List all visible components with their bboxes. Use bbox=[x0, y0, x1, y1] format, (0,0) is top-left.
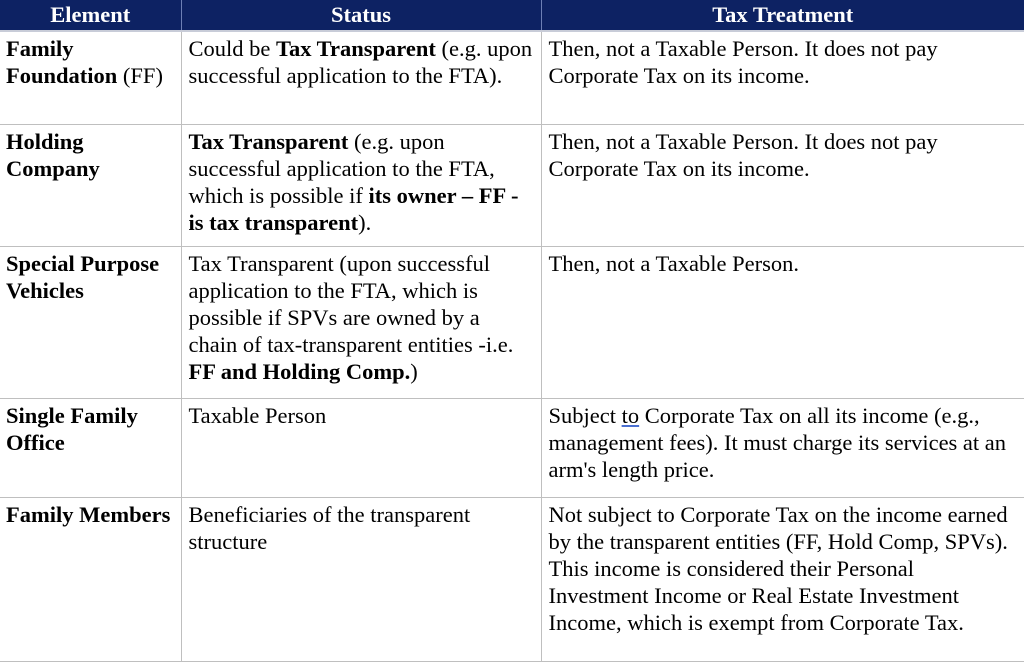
header-element: Element bbox=[0, 0, 181, 31]
status-bold: its owner – FF - is tax transparent bbox=[188, 183, 519, 235]
status-cell bbox=[181, 125, 541, 247]
status-cell bbox=[181, 247, 541, 399]
treatment-text: Corporate Tax on all its income (e.g., management fees). It must charge its services at an arm's length price. bbox=[548, 403, 1007, 482]
treatment-text: Subject bbox=[548, 403, 622, 428]
treatment-cell: Not subject to Corporate Tax on the income earned by the transparent entities (FF, Hold Comp, SPVs). This income is considered their Personal Investment Income or Real Estate Investment Income, which is exempt from Corporate Tax. bbox=[541, 498, 1024, 662]
status-text: (e.g. upon successful application to the FTA, which is possible if bbox=[188, 129, 495, 208]
underlined-word: to bbox=[621, 403, 640, 428]
status-cell bbox=[181, 31, 541, 125]
element-name: Family Foundation bbox=[6, 36, 118, 88]
header-tax-treatment: Tax Treatment bbox=[541, 0, 1024, 31]
table-row bbox=[0, 247, 1024, 399]
status-cell: Taxable Person bbox=[181, 399, 541, 498]
status-cell: Beneficiaries of the transparent structure bbox=[181, 498, 541, 662]
element-cell: Single Family Office bbox=[0, 399, 181, 498]
element-cell: Special Purpose Vehicles bbox=[0, 247, 181, 399]
header-status: Status bbox=[181, 0, 541, 31]
element-cell bbox=[0, 31, 181, 125]
status-text: Tax Transparent (upon successful application to the FTA, which is possible if SPVs are owned by a chain of tax-transparent entities -i.e. bbox=[188, 251, 514, 357]
status-text: ) bbox=[410, 359, 418, 384]
status-text: (e.g. upon successful application to the FTA). bbox=[188, 36, 533, 88]
status-text: Could be bbox=[188, 36, 276, 61]
element-cell: Holding Company bbox=[0, 125, 181, 247]
table-row bbox=[0, 498, 1024, 662]
treatment-cell: Then, not a Taxable Person. It does not pay Corporate Tax on its income. bbox=[541, 31, 1024, 125]
treatment-cell bbox=[541, 399, 1024, 498]
table-row bbox=[0, 31, 1024, 125]
treatment-cell: Then, not a Taxable Person. It does not pay Corporate Tax on its income. bbox=[541, 125, 1024, 247]
element-abbrev: (FF) bbox=[117, 63, 163, 88]
treatment-cell: Then, not a Taxable Person. bbox=[541, 247, 1024, 399]
status-bold: Tax Transparent bbox=[188, 129, 349, 154]
table-row bbox=[0, 399, 1024, 498]
table-row bbox=[0, 125, 1024, 247]
element-cell: Family Members bbox=[0, 498, 181, 662]
status-text: ). bbox=[358, 210, 372, 235]
status-bold: Tax Transparent bbox=[276, 36, 436, 61]
status-bold: FF and Holding Comp. bbox=[188, 359, 411, 384]
table-header-row bbox=[0, 0, 1024, 31]
